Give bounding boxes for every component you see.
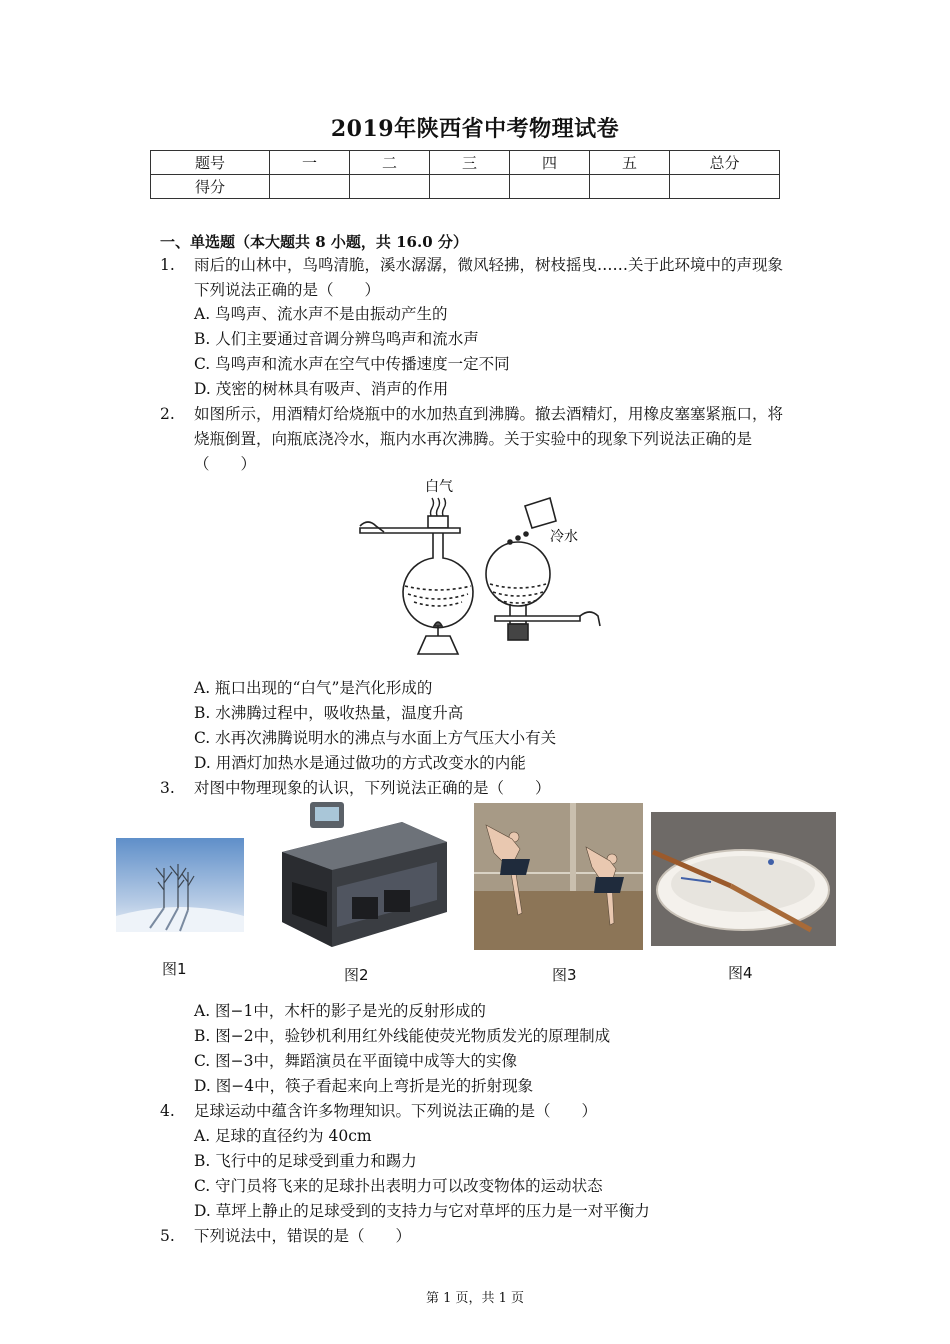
score-header-cell: 五 (590, 151, 670, 175)
option-a: A. 图−1中，木杆的影子是光的反射形成的 (194, 1002, 486, 1020)
score-table (150, 150, 780, 199)
score-header-cell: 三 (430, 151, 510, 175)
option-d: D. 用酒灯加热水是通过做功的方式改变水的内能 (194, 754, 526, 772)
page-footer: 第 1 页，共 1 页 (425, 1291, 525, 1306)
score-cell[interactable] (510, 175, 590, 199)
option-d: D. 茂密的树林具有吸声、消声的作用 (194, 380, 449, 398)
option-a: A. 瓶口出现的“白气”是汽化形成的 (194, 679, 433, 697)
score-header-cell: 总分 (670, 151, 780, 175)
left-flask (360, 516, 473, 654)
figure-2-currency-detector-photo (272, 802, 457, 952)
question-text: 如图所示，用酒精灯给烧瓶中的水加热直到沸腾。撤去酒精灯，用橡皮塞塞紧瓶口，将烧瓶倒置，向瓶底浇冷水，瓶内水再次沸腾。关于实验中的现象下列说法正确的是（ ） (194, 405, 784, 473)
question-text: 对图中物理现象的认识，下列说法正确的是（ ） (194, 779, 551, 797)
option-b: B. 水沸腾过程中，吸收热量，温度升高 (194, 704, 464, 722)
question-text: 足球运动中蕴含许多物理知识。下列说法正确的是（ ） (194, 1102, 598, 1120)
option-a: A. 鸟鸣声、流水声不是由振动产生的 (194, 305, 448, 323)
option-b: B. 飞行中的足球受到重力和踢力 (194, 1152, 417, 1170)
question-number: 4. (160, 1102, 175, 1120)
right-flask (486, 498, 600, 640)
figure-4-caption: 图4 (728, 964, 753, 982)
section-heading: 一、单选题（本大题共 8 小题，共 16.0 分） (160, 233, 468, 251)
steam-lines (431, 498, 446, 518)
score-cell[interactable] (270, 175, 350, 199)
question-number: 5. (160, 1227, 175, 1245)
question-number: 2. (160, 405, 175, 423)
score-table-score-row (151, 175, 780, 199)
option-c: C. 水再次沸腾说明水的沸点与水面上方气压大小有关 (194, 729, 557, 747)
score-header-cell: 二 (350, 151, 430, 175)
option-b: B. 人们主要通过音调分辨鸟鸣声和流水声 (194, 330, 479, 348)
option-c: C. 鸟鸣声和流水声在空气中传播速度一定不同 (194, 355, 510, 373)
score-cell[interactable] (590, 175, 670, 199)
option-c: C. 守门员将飞来的足球扑出表明力可以改变物体的运动状态 (194, 1177, 603, 1195)
option-a: A. 足球的直径约为 40cm (194, 1127, 372, 1145)
figure-3-dancer-mirror-photo (474, 803, 643, 950)
question-text: 下列说法中，错误的是（ ） (194, 1227, 412, 1245)
figure-4-chopstick-bowl-photo (651, 812, 836, 946)
option-d: D. 图−4中，筷子看起来向上弯折是光的折射现象 (194, 1077, 534, 1095)
question-text: 雨后的山林中，鸟鸣清脆，溪水潺潺，微风轻拂，树枝摇曳……关于此环境中的声现象下列说法正确的是（ ） (194, 256, 784, 299)
figure-1-caption: 图1 (162, 960, 187, 978)
flask-experiment-figure (350, 476, 610, 666)
steam-label: 白气 (425, 479, 453, 495)
figure-1-trees-shadow-photo (116, 838, 244, 932)
score-header-cell: 题号 (151, 151, 270, 175)
score-header-cell: 四 (510, 151, 590, 175)
cold-water-label: 冷水 (550, 529, 578, 545)
score-cell[interactable] (350, 175, 430, 199)
option-b: B. 图−2中，验钞机利用红外线能使荧光物质发光的原理制成 (194, 1027, 611, 1045)
score-cell[interactable] (670, 175, 780, 199)
option-c: C. 图−3中，舞蹈演员在平面镜中成等大的实像 (194, 1052, 518, 1070)
figure-2-caption: 图2 (344, 966, 369, 984)
page-title: 2019年陕西省中考物理试卷 (330, 116, 620, 142)
option-d: D. 草坪上静止的足球受到的支持力与它对草坪的压力是一对平衡力 (194, 1202, 650, 1220)
question-number: 1. (160, 256, 175, 274)
score-cell[interactable] (430, 175, 510, 199)
question-number: 3. (160, 779, 175, 797)
score-table-header-row (151, 151, 780, 175)
score-header-cell: 一 (270, 151, 350, 175)
figure-3-caption: 图3 (552, 966, 577, 984)
score-row-label: 得分 (151, 175, 270, 199)
